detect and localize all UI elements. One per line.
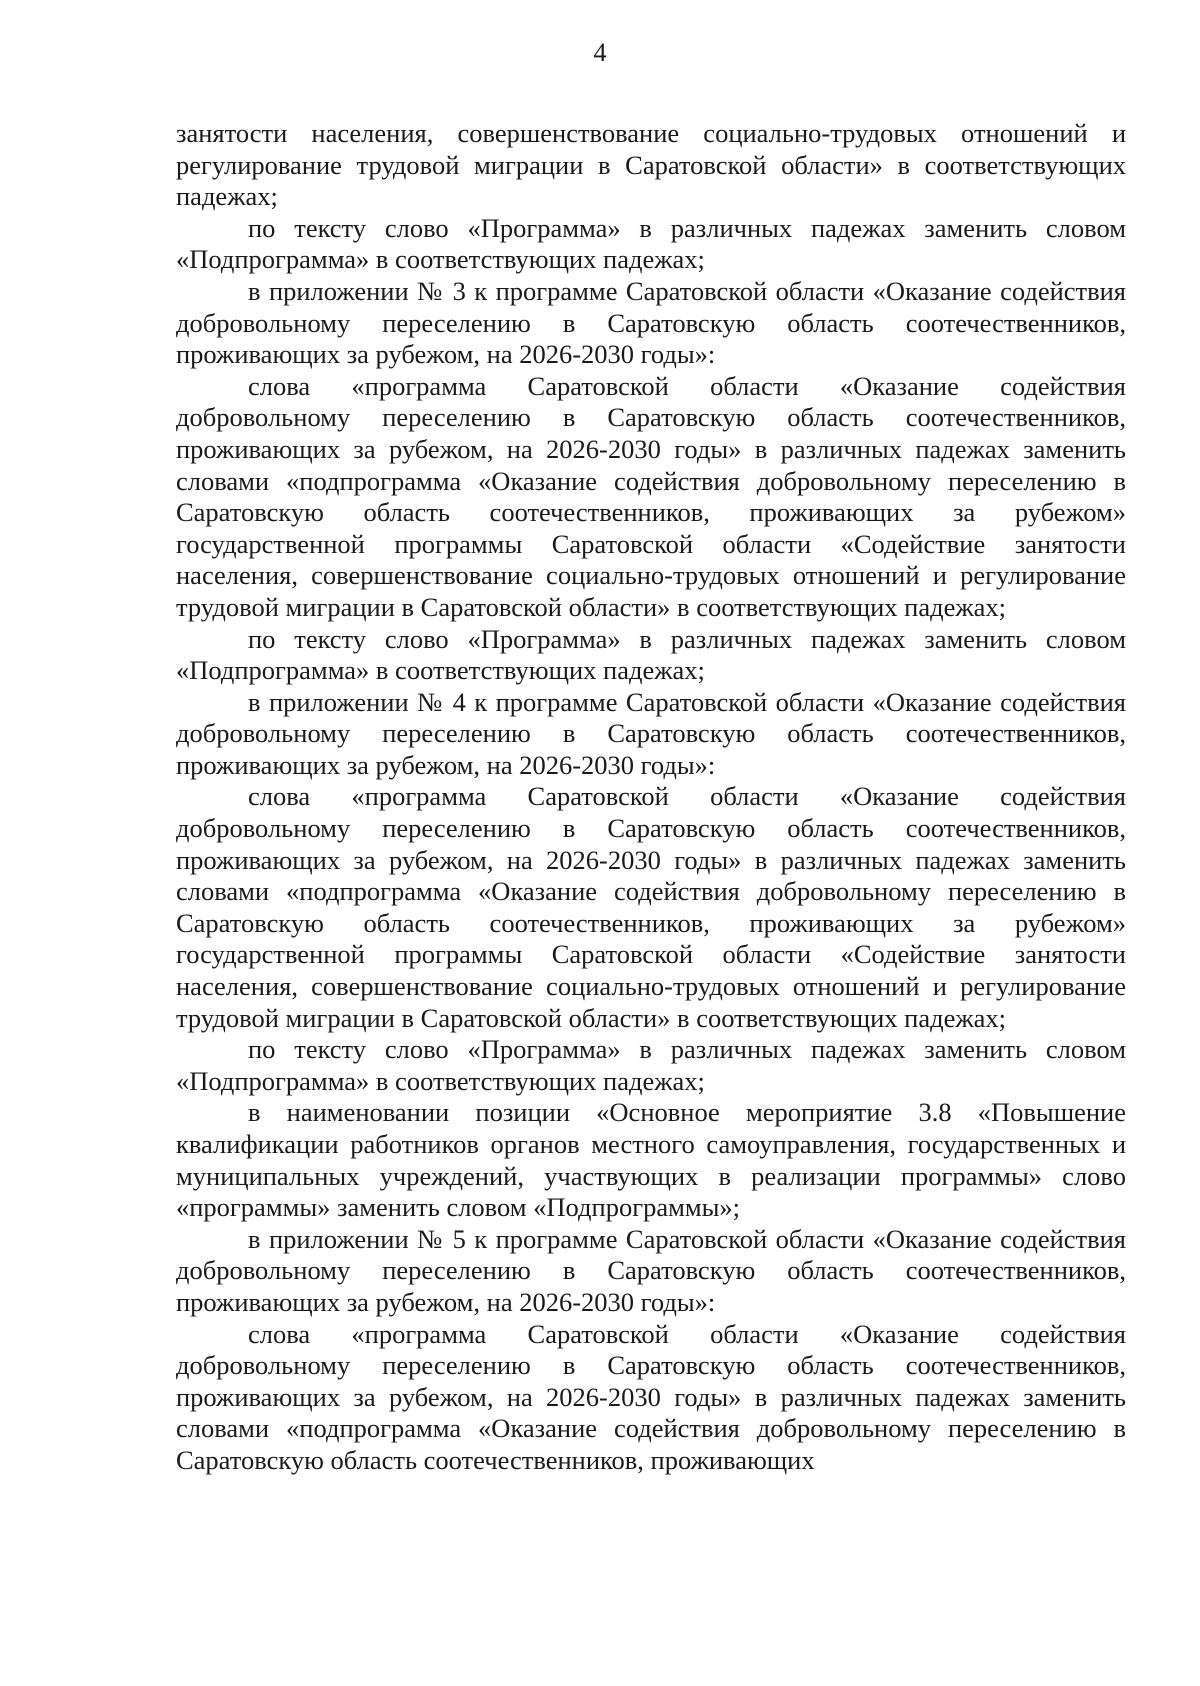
paragraph: в наименовании позиции «Основное мероприятие 3.8 «Повышение квалификации работников органов местного самоуправления, государственных и муниципальных учреждений, участвующих в реализации программы» слово «программы» заменить словом «Подпрограммы»; bbox=[176, 1097, 1126, 1223]
paragraph: слова «программа Саратовской области «Оказание содействия добровольному переселению в Саратовскую область соотечественников, проживающих за рубежом, на 2026-2030 годы» в различных падежах заменить словами «подпрограмма «Оказание содействия добровольному переселению в Саратовскую область соотечественников, проживающих за рубежом» государственной программы Саратовской области «Содействие занятости населения, совершенствование социально-трудовых отношений и регулирование трудовой миграции в Саратовской области» в соответствующих падежах; bbox=[176, 370, 1126, 622]
paragraph: по тексту слово «Программа» в различных падежах заменить словом «Подпрограмма» в соответствующих падежах; bbox=[176, 1034, 1126, 1096]
paragraph: в приложении № 3 к программе Саратовской области «Оказание содействия добровольному переселению в Саратовскую область соотечественников, проживающих за рубежом, на 2026-2030 годы»: bbox=[176, 275, 1126, 370]
paragraph: слова «программа Саратовской области «Оказание содействия добровольному переселению в Саратовскую область соотечественников, проживающих за рубежом, на 2026-2030 годы» в различных падежах заменить словами «подпрограмма «Оказание содействия добровольному переселению в Саратовскую область соотечественников, проживающих за рубежом» государственной программы Саратовской области «Содействие занятости населения, совершенствование социально-трудовых отношений и регулирование трудовой миграции в Саратовской области» в соответствующих падежах; bbox=[176, 781, 1126, 1033]
paragraph: в приложении № 5 к программе Саратовской области «Оказание содействия добровольному переселению в Саратовскую область соотечественников, проживающих за рубежом, на 2026-2030 годы»: bbox=[176, 1223, 1126, 1317]
paragraph: занятости населения, совершенствование социально-трудовых отношений и регулирование трудовой миграции в Саратовской области» в соответствующих падежах; bbox=[176, 118, 1126, 212]
paragraph: по тексту слово «Программа» в различных падежах заменить словом «Подпрограмма» в соответствующих падежах; bbox=[176, 212, 1126, 275]
page-number: 4 bbox=[593, 38, 607, 67]
paragraph: по тексту слово «Программа» в различных падежах заменить словом «Подпрограмма» в соответствующих падежах; bbox=[176, 623, 1126, 686]
document-body bbox=[176, 118, 1126, 1477]
paragraph: в приложении № 4 к программе Саратовской области «Оказание содействия добровольному переселению в Саратовскую область соотечественников, проживающих за рубежом, на 2026-2030 годы»: bbox=[176, 686, 1126, 780]
paragraph: слова «программа Саратовской области «Оказание содействия добровольному переселению в Саратовскую область соотечественников, проживающих за рубежом, на 2026-2030 годы» в различных падежах заменить словами «подпрограмма «Оказание содействия добровольному переселению в Саратовскую область соотечественников, проживающих bbox=[176, 1318, 1126, 1475]
